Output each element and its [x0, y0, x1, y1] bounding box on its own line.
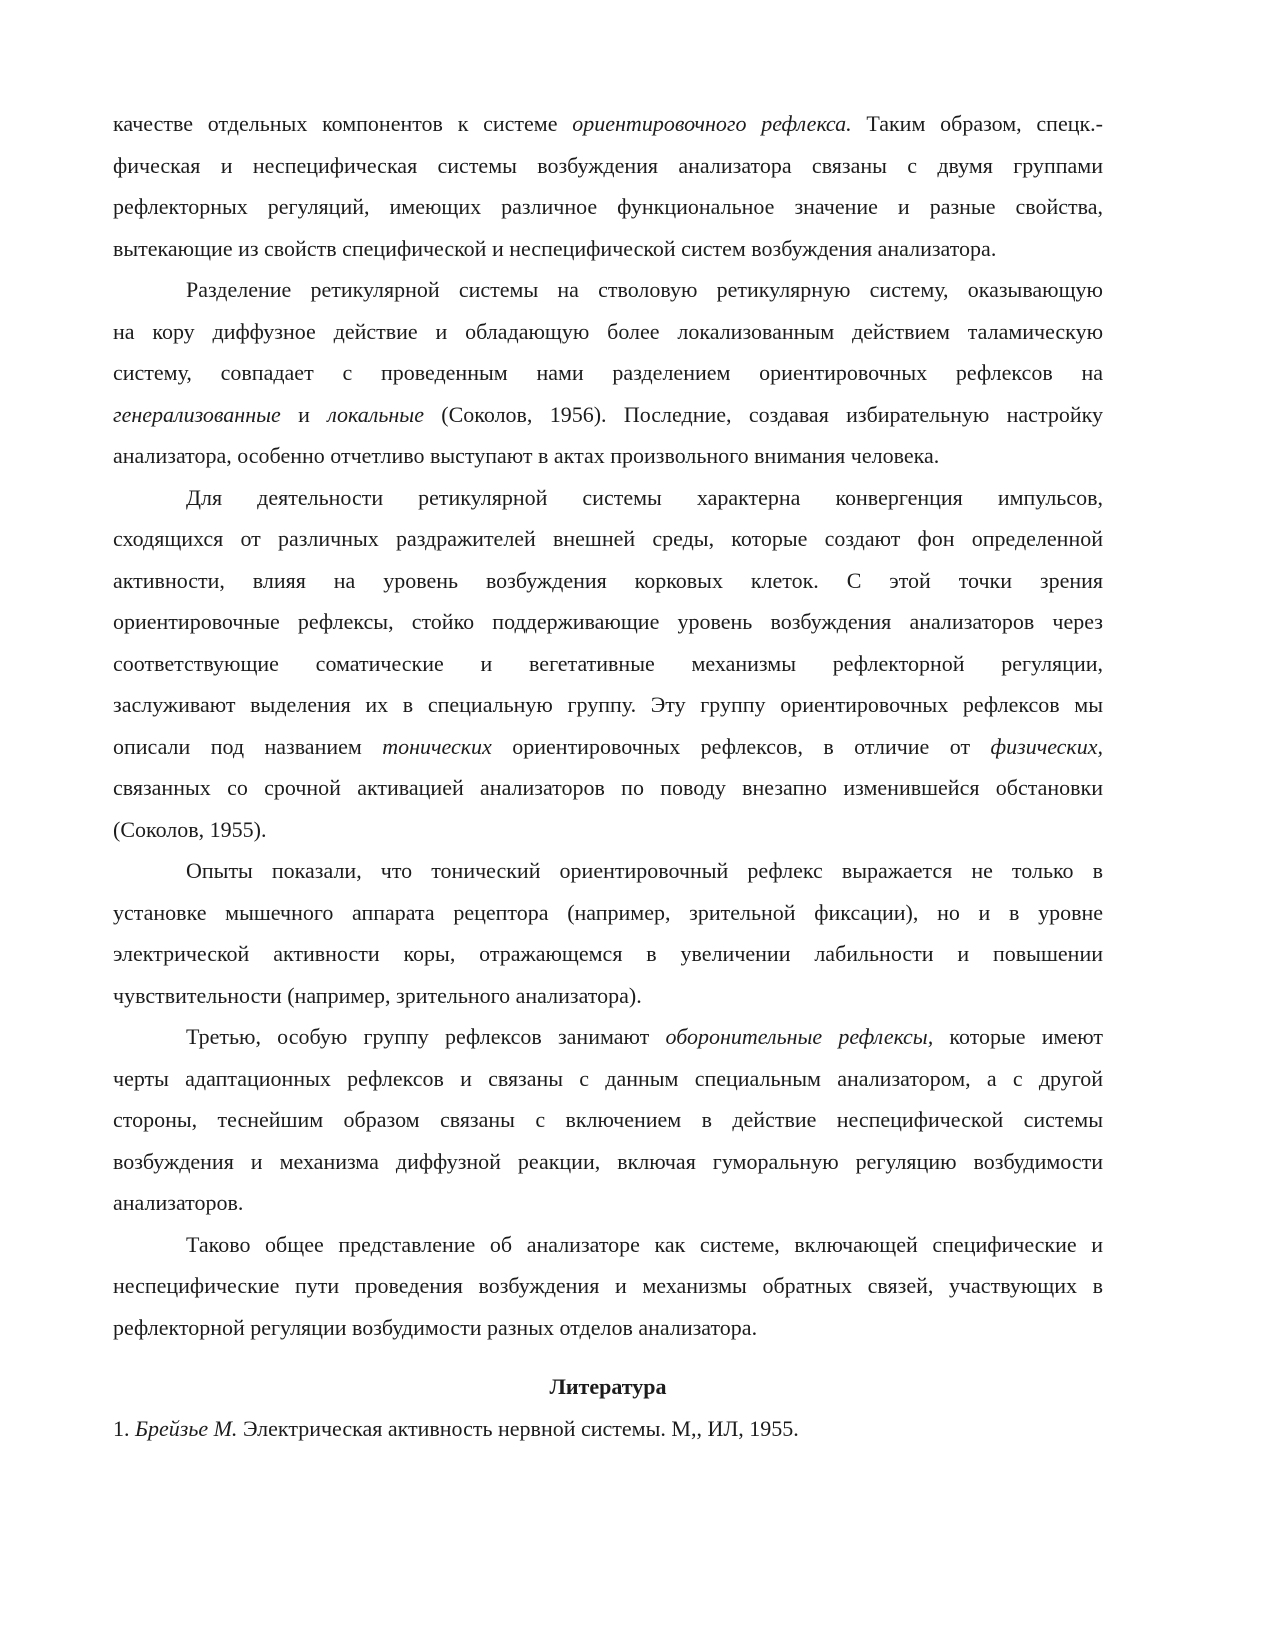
text-segment: черты адаптационных рефлексов и связаны с данным специальным анализатором, а с другой	[113, 1065, 1103, 1091]
text-line	[113, 892, 1103, 934]
text-line	[113, 1058, 1103, 1100]
text-line	[113, 394, 1103, 436]
text-segment: рефлекторных регуляций, имеющих различное функциональное значение и разные свойства,	[113, 194, 1103, 219]
text-segment: (Соколов, 1956). Последние, создавая избирательную настройку	[423, 401, 1103, 427]
text-line	[113, 1016, 1103, 1058]
body-text	[113, 103, 1103, 1348]
text-line	[113, 850, 1103, 892]
italic-text-segment: Брейзье М.	[135, 1415, 238, 1441]
text-line	[113, 103, 1103, 145]
section-heading: Литература	[549, 1374, 667, 1399]
text-segment: на кору диффузное действие и обладающую более локализованным действием таламическую	[113, 318, 1103, 344]
text-line	[113, 186, 1103, 228]
text-line	[113, 352, 1103, 394]
text-segment: и	[280, 401, 328, 427]
text-segment: описали под названием	[113, 733, 383, 759]
text-segment: анализаторов.	[113, 1190, 244, 1215]
text-segment: 1.	[113, 1415, 135, 1441]
text-line	[113, 684, 1103, 726]
italic-text-segment: тонических	[382, 733, 492, 759]
text-line	[113, 809, 1103, 851]
text-segment: возбуждения и механизма диффузной реакции, включая гуморальную регуляцию возбудимости	[113, 1148, 1103, 1174]
text-line	[113, 975, 1103, 1017]
text-segment: систему, совпадает с проведенным нами разделением ориентировочных рефлексов на	[113, 360, 1103, 385]
text-line	[113, 601, 1103, 643]
reference-item	[113, 1408, 1103, 1450]
text-line	[113, 228, 1103, 270]
text-line	[113, 145, 1103, 187]
text-line	[113, 1141, 1103, 1183]
text-line	[113, 1307, 1103, 1349]
text-segment: установке мышечного аппарата рецептора (например, зрительной фиксации), но и в уровне	[113, 899, 1103, 925]
text-segment: заслуживают выделения их в специальную группу. Эту группу ориентировочных рефлексов мы	[113, 692, 1103, 717]
text-line	[113, 269, 1103, 311]
text-segment: рефлекторной регуляции возбудимости разных отделов анализатора.	[113, 1314, 758, 1340]
text-segment: анализатора, особенно отчетливо выступают в актах произвольного внимания человека.	[113, 443, 940, 468]
text-segment: качестве отдельных компонентов к системе	[113, 111, 573, 136]
text-segment: соответствующие соматические и вегетативные механизмы рефлекторной регуляции,	[113, 650, 1103, 676]
text-line	[113, 311, 1103, 353]
text-segment: неспецифические пути проведения возбуждения и механизмы обратных связей, участвующих в	[113, 1273, 1103, 1298]
references-list	[113, 1408, 1103, 1450]
text-line	[113, 643, 1103, 685]
text-segment: Таким образом, спецк.-	[851, 111, 1103, 136]
text-segment: (Соколов, 1955).	[113, 816, 267, 842]
text-segment: стороны, теснейшим образом связаны с включением в действие неспецифической системы	[113, 1107, 1103, 1132]
text-line	[113, 1182, 1103, 1224]
text-segment: Третью, особую группу рефлексов занимают	[186, 1024, 666, 1049]
text-segment: чувствительности (например, зрительного анализатора).	[113, 982, 642, 1008]
text-segment: ориентировочных рефлексов, в отличие от	[491, 733, 991, 759]
text-line	[113, 477, 1103, 519]
italic-text-segment: ориентировочного рефлекса.	[572, 111, 852, 136]
italic-text-segment: физических,	[990, 733, 1103, 759]
text-line	[113, 1099, 1103, 1141]
italic-text-segment: локальные	[327, 401, 424, 427]
text-segment: связанных со срочной активацией анализаторов по поводу внезапно изменившейся обстановки	[113, 775, 1103, 800]
text-segment: Электрическая активность нервной системы. М,, ИЛ, 1955.	[237, 1415, 799, 1441]
text-line	[113, 767, 1103, 809]
text-segment: электрической активности коры, отражающемся в увеличении лабильности и повышении	[113, 941, 1103, 966]
text-line	[113, 1224, 1103, 1266]
italic-text-segment: генерализованные	[113, 401, 281, 427]
text-segment: активности, влияя на уровень возбуждения корковых клеток. С этой точки зрения	[113, 567, 1103, 593]
text-segment: Разделение ретикулярной системы на стволовую ретикулярную систему, оказывающую	[186, 277, 1103, 302]
italic-text-segment: оборонительные рефлексы,	[665, 1024, 934, 1049]
text-line	[113, 560, 1103, 602]
text-segment: Таково общее представление об анализаторе как системе, включающей специфические и	[186, 1231, 1103, 1257]
text-line	[113, 726, 1103, 768]
text-line	[113, 435, 1103, 477]
text-line	[113, 518, 1103, 560]
text-segment: Опыты показали, что тонический ориентировочный рефлекс выражается не только в	[186, 858, 1103, 883]
text-segment: сходящихся от различных раздражителей внешней среды, которые создают фон определенной	[113, 526, 1103, 551]
text-segment: ориентировочные рефлексы, стойко поддерживающие уровень возбуждения анализаторов через	[113, 609, 1103, 634]
text-line	[113, 933, 1103, 975]
text-segment: вытекающие из свойств специфической и неспецифической систем возбуждения анализатора.	[113, 235, 997, 261]
text-line	[113, 1265, 1103, 1307]
text-segment: которые имеют	[933, 1024, 1104, 1049]
text-segment: фическая и неспецифическая системы возбуждения анализатора связаны с двумя группами	[113, 152, 1103, 178]
text-segment: Для деятельности ретикулярной системы характерна конвергенция импульсов,	[186, 484, 1103, 510]
